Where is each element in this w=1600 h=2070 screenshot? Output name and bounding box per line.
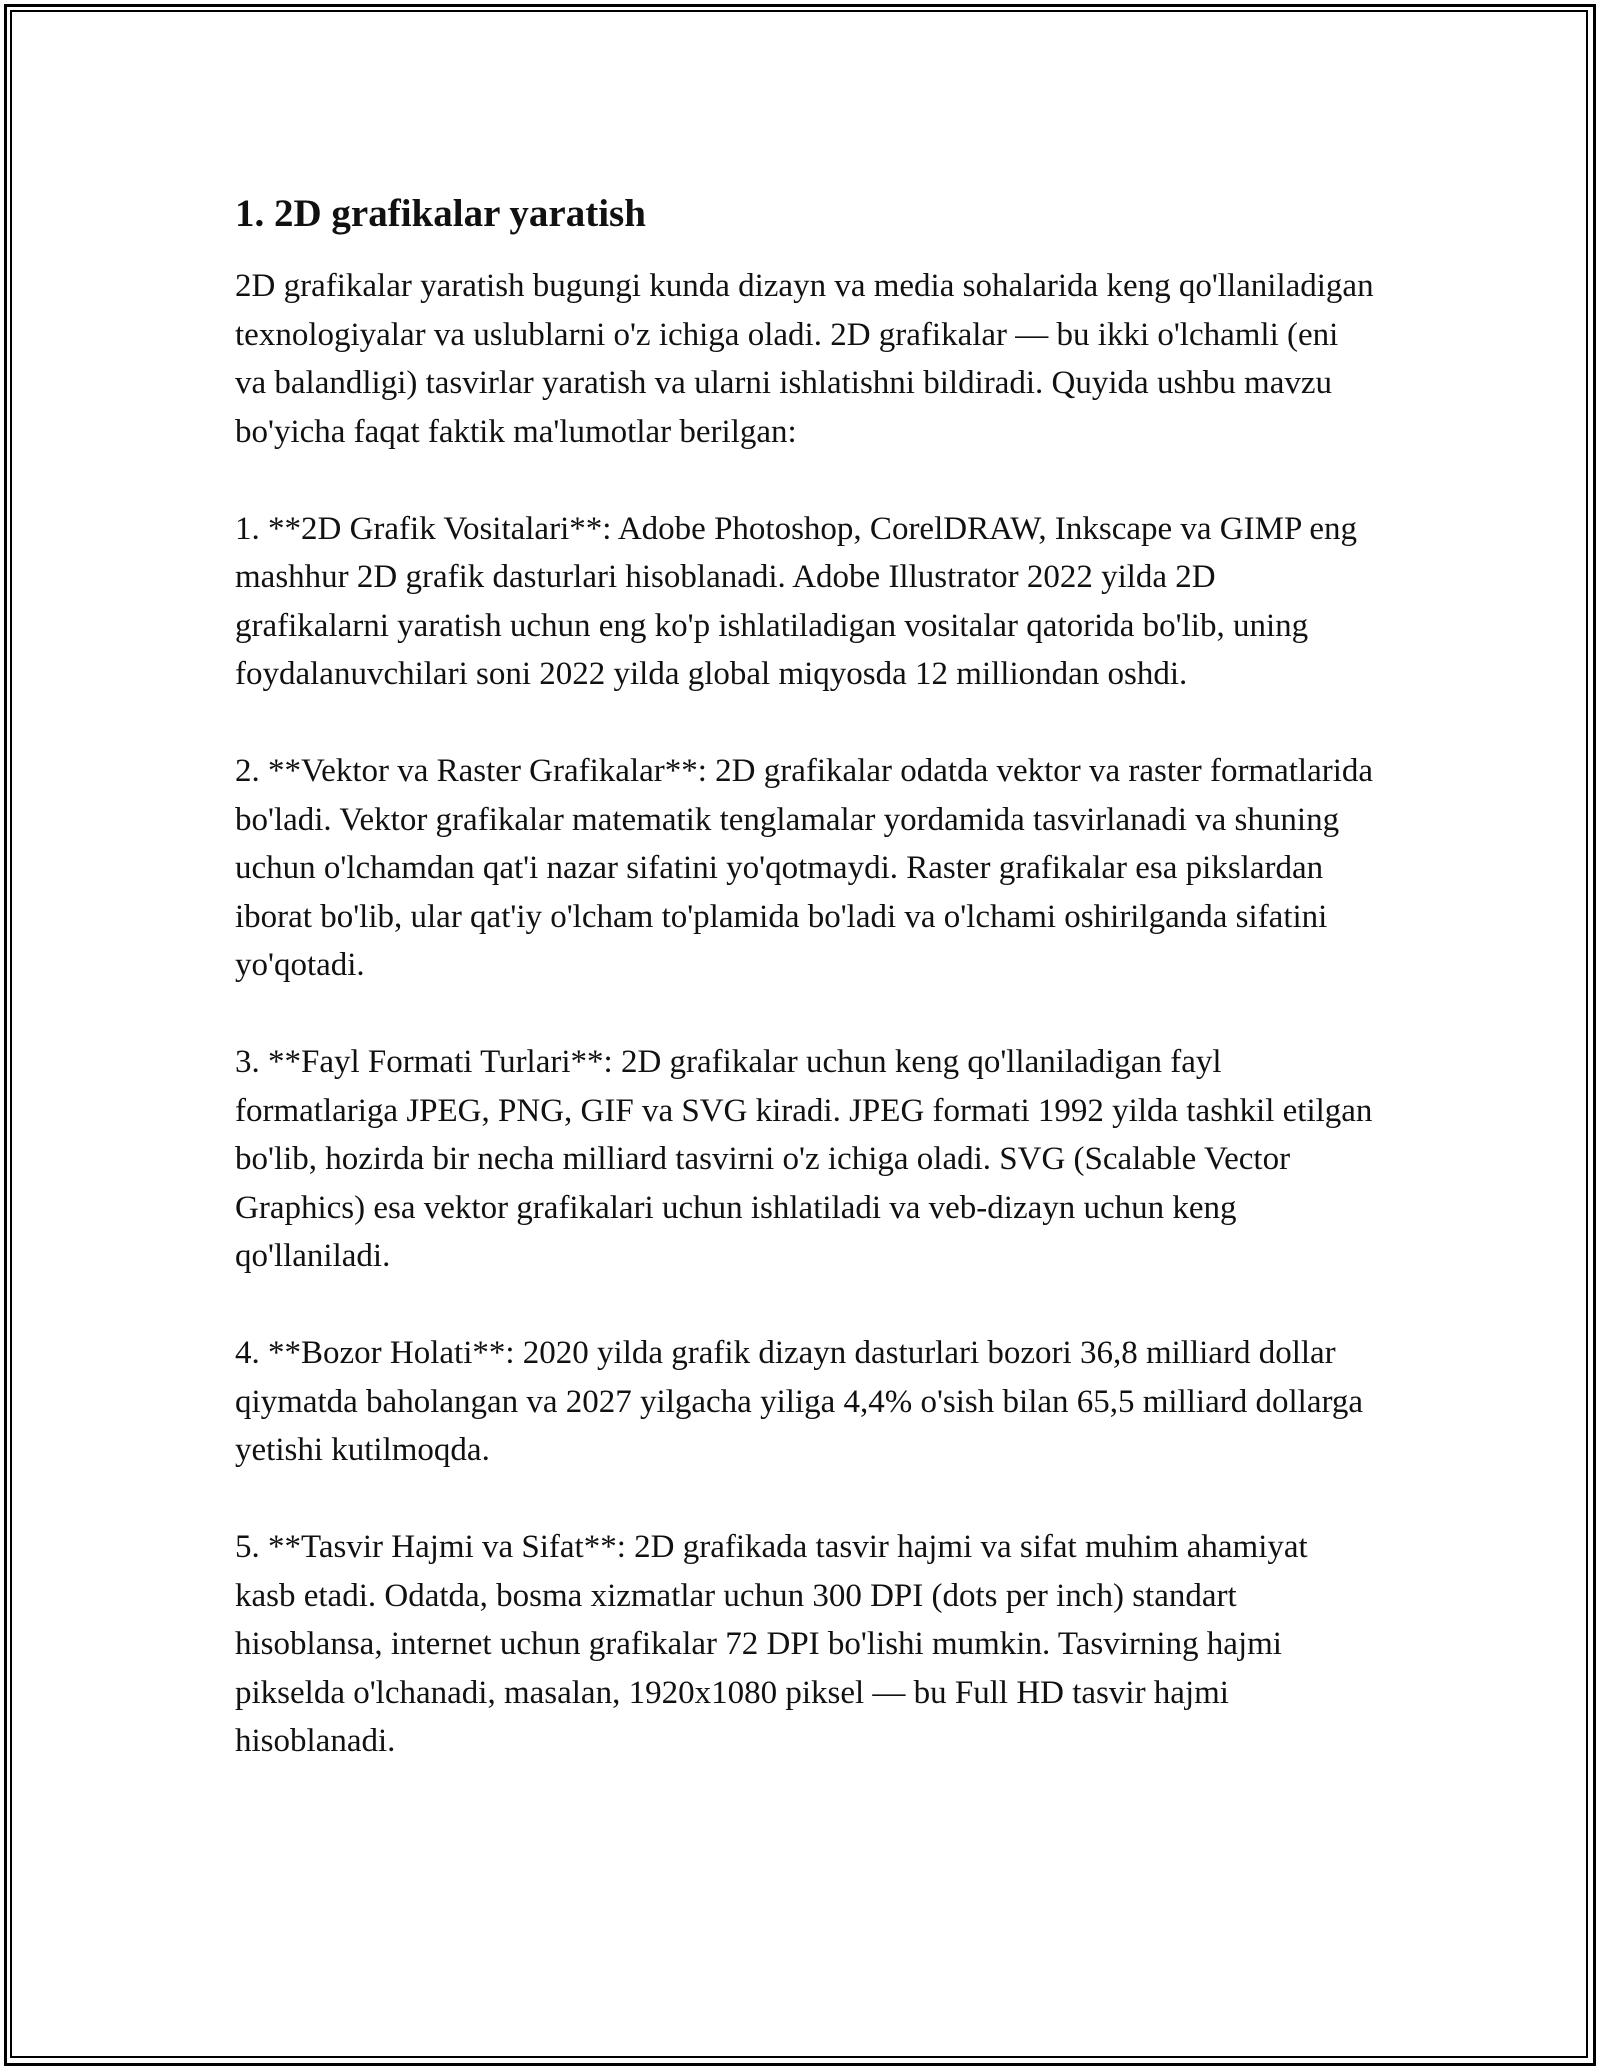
list-item-image-size-quality: 5. **Tasvir Hajmi va Sifat**: 2D grafikada tasvir hajmi va sifat muhim ahamiyat kasb etadi. Odatda, bosma xizmatlar uchun 300 DPI (dots per inch) standart hisoblansa, internet uchun grafikalar 72 DPI bo'lishi mumkin. Tasvirning hajmi pikselda o'lchanadi, masalan, 1920x1080 piksel — bu Full HD tasvir hajmi hisoblanadi. [235, 1529, 1308, 1759]
list-item-market-status: 4. **Bozor Holati**: 2020 yilda grafik dizayn dasturlari bozori 36,8 milliard dollar qiymatda baholangan va 2027 yilgacha yiliga 4,4% o'sish bilan 65,5 milliard dollarga yetishi kutilmoqda. [235, 1335, 1364, 1468]
document-body [235, 188, 1375, 1814]
intro-paragraph: 2D grafikalar yaratish bugungi kunda dizayn va media sohalarida keng qo'llaniladigan texnologiyalar va uslublarni o'z ichiga oladi. 2D grafikalar — bu ikki o'lchamli (eni va balandligi) tasvirlar yaratish va ularni ishlatishni bildiradi. Quyida ushbu mavzu bo'yicha faqat faktik ma'lumotlar berilgan: [235, 268, 1374, 450]
list-item-2d-tools: 1. **2D Grafik Vositalari**: Adobe Photoshop, CorelDRAW, Inkscape va GIMP eng mashhur 2D grafik dasturlari hisoblanadi. Adobe Illustrator 2022 yilda 2D grafikalarni yaratish uchun eng ko'p ishlatiladigan vositalar qatorida bo'lib, uning foydalanuvchilari soni 2022 yilda global miqyosda 12 milliondan oshdi. [235, 510, 1357, 692]
document-title: 1. 2D grafikalar yaratish [235, 192, 646, 235]
list-item-file-formats: 3. **Fayl Formati Turlari**: 2D grafikalar uchun keng qo'llaniladigan fayl formatlariga JPEG, PNG, GIF va SVG kiradi. JPEG formati 1992 yilda tashkil etilgan bo'lib, hozirda bir necha milliard tasvirni o'z ichiga oladi. SVG (Scalable Vector Graphics) esa vektor grafikalari uchun ishlatiladi va veb-dizayn uchun keng qo'llaniladi. [235, 1044, 1373, 1274]
list-item-vector-raster: 2. **Vektor va Raster Grafikalar**: 2D grafikalar odatda vektor va raster formatlarida bo'ladi. Vektor grafikalar matematik tenglamalar yordamida tasvirlanadi va shuning uchun o'lchamdan qat'i nazar sifatini yo'qotmaydi. Raster grafikalar esa pikslardan iborat bo'lib, ular qat'iy o'lcham to'plamida bo'ladi va o'lchami oshirilganda sifatini yo'qotadi. [235, 753, 1374, 983]
